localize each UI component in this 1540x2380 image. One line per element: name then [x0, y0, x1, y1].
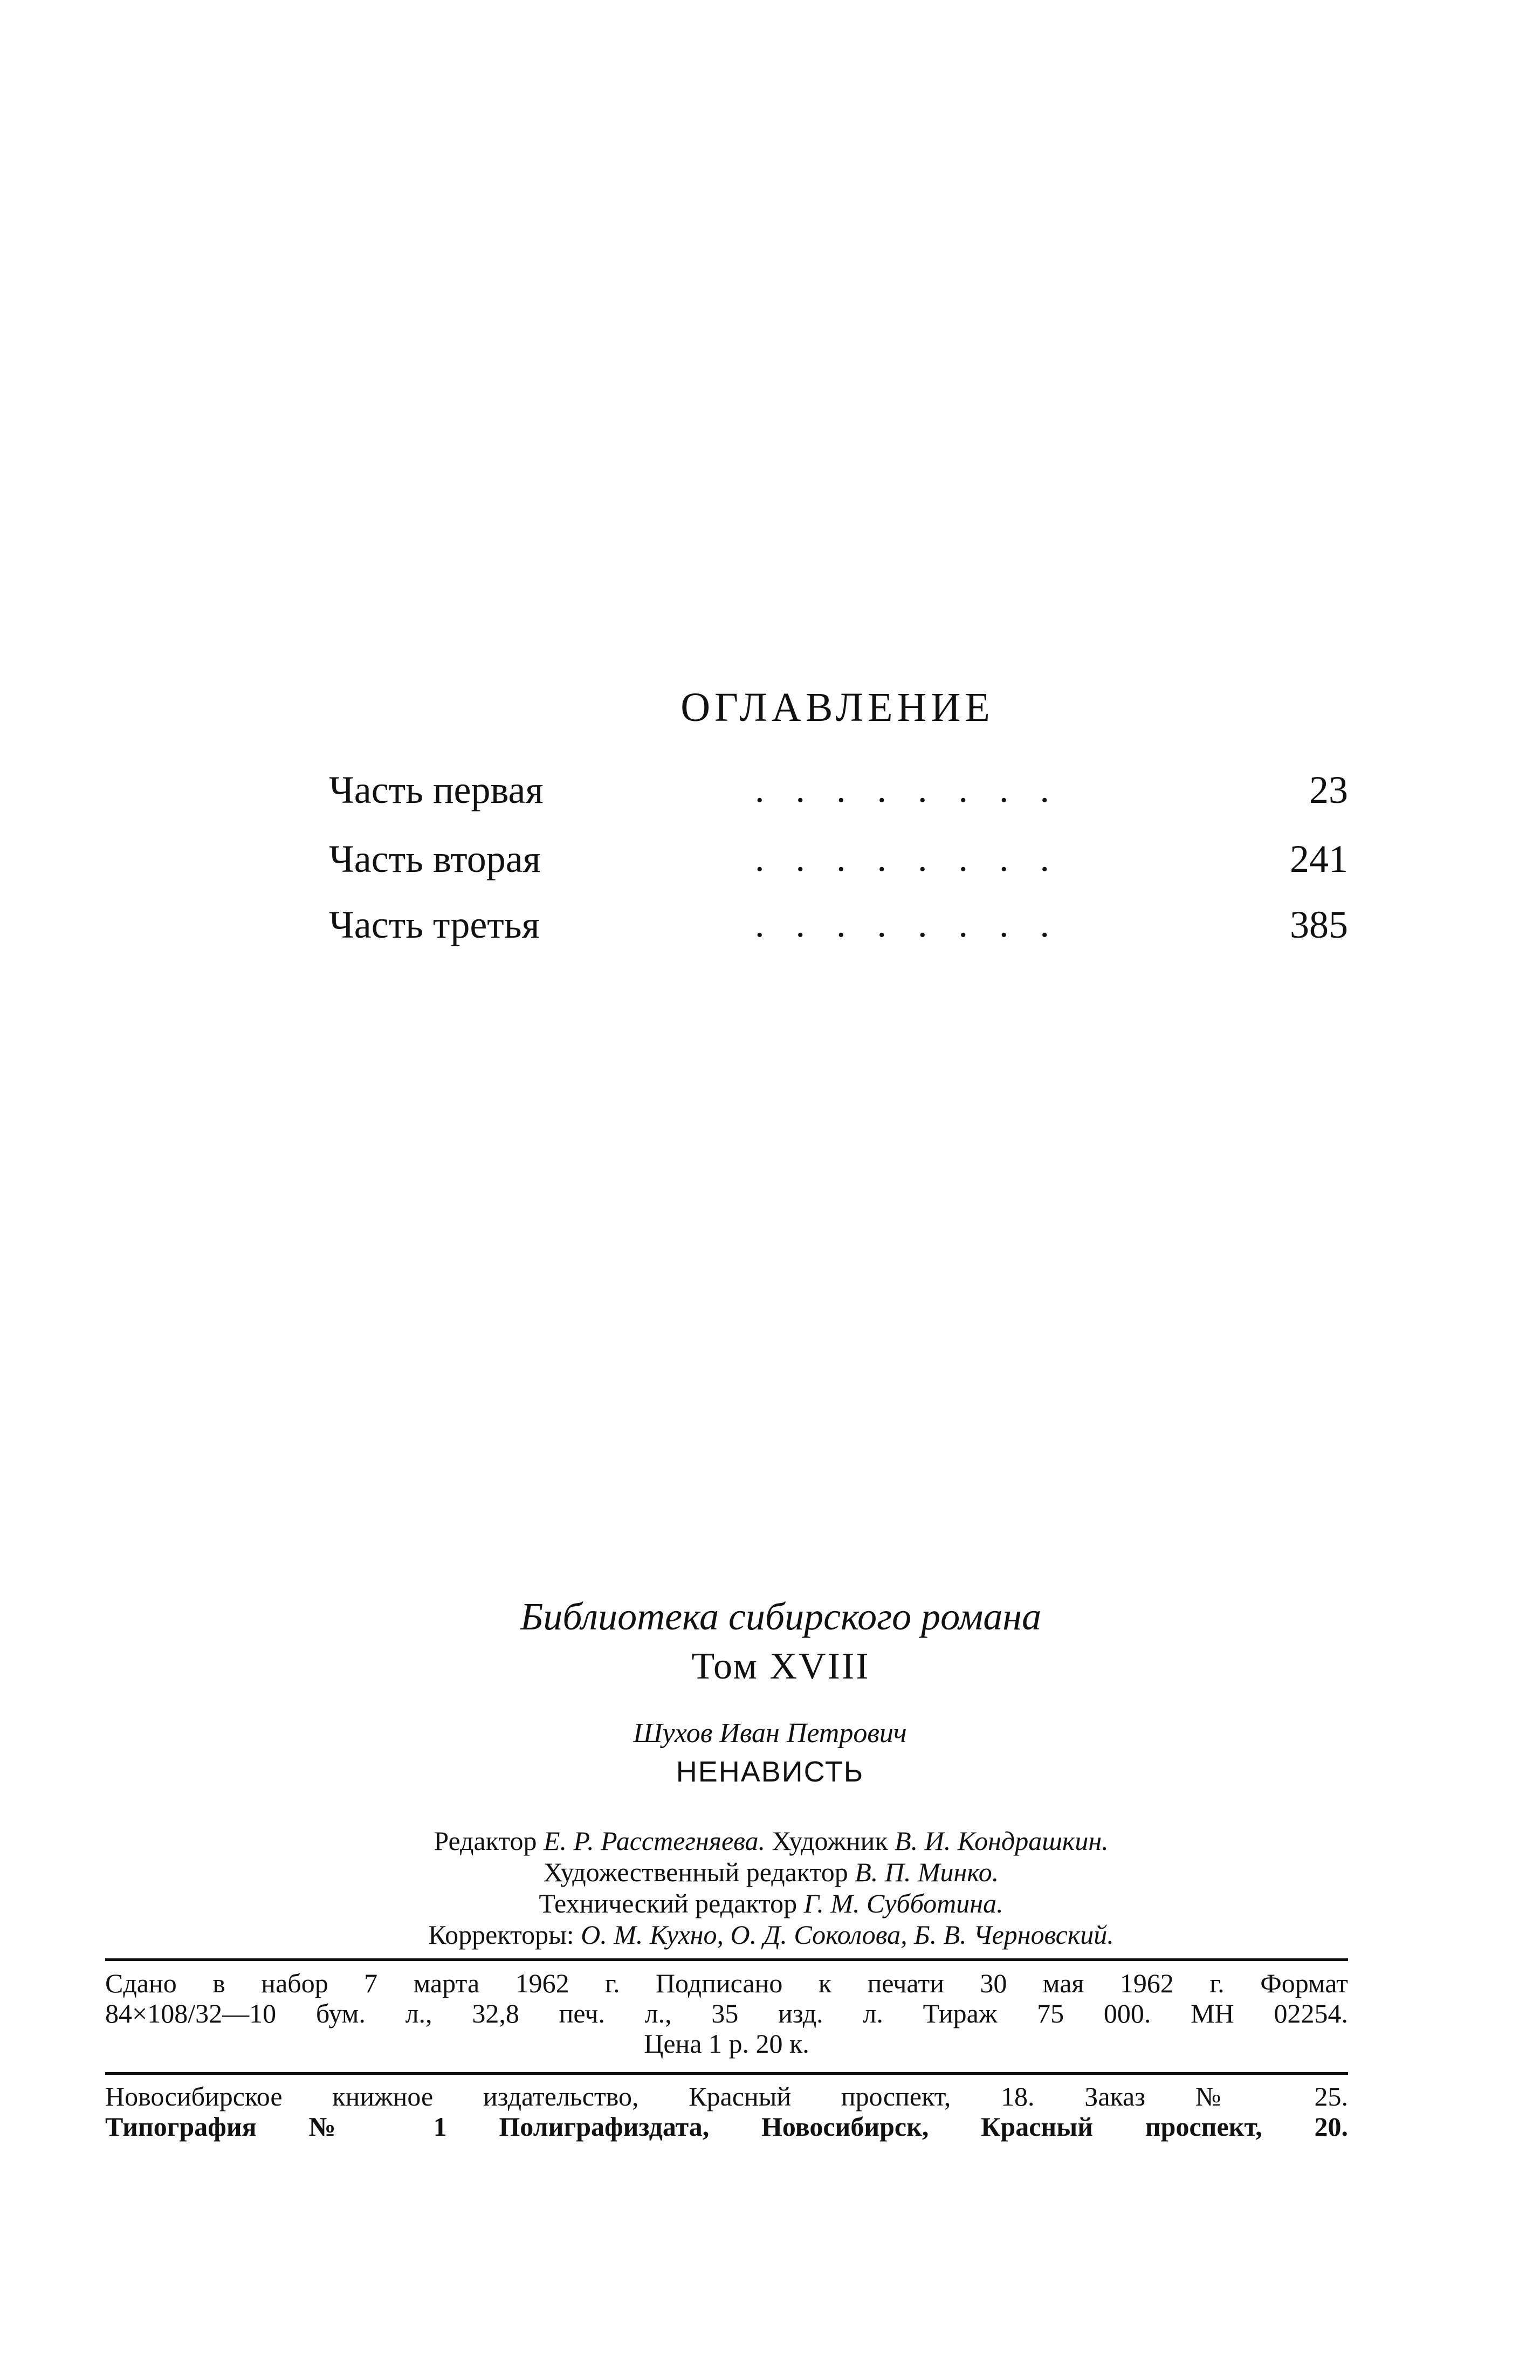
- print-details-line: 84×108/32—10 бум. л., 32,8 печ. л., 35 изд. л. Тираж 75 000. МН 02254.: [105, 1998, 1348, 2028]
- toc-entry-page: 23: [1309, 768, 1348, 811]
- tech-editor-label: Технический редактор: [539, 1888, 798, 1918]
- printing-house-line: Типография № 1 Полиграфиздата, Новосибирск, Красный проспект, 20.: [105, 2111, 1348, 2142]
- artist-label: Художник: [772, 1826, 888, 1856]
- toc-entry-page: 241: [1290, 837, 1348, 881]
- author-name: Шухов Иван Петрович: [633, 1718, 907, 1749]
- book-title: НЕНАВИСТЬ: [676, 1756, 864, 1788]
- editor-label: Редактор: [434, 1826, 537, 1856]
- publisher-line: Новосибирское книжное издательство, Красный проспект, 18. Заказ № 25.: [105, 2081, 1348, 2111]
- print-details: [105, 1968, 1348, 2059]
- art-editor-name: В. П. Минко.: [855, 1857, 999, 1887]
- tech-editor-name: Г. М. Субботина.: [803, 1888, 1003, 1918]
- toc-entry: [329, 829, 1348, 889]
- volume-number: Том XVIII: [691, 1646, 870, 1687]
- divider-rule: [105, 1958, 1348, 1961]
- credits-line: [205, 1919, 1337, 1950]
- toc-entry-label: Часть вторая: [329, 837, 541, 881]
- series-title: Библиотека сибирского романа: [520, 1595, 1042, 1638]
- price: Цена 1 р. 20 к.: [644, 2028, 809, 2059]
- toc-entry-label: Часть первая: [329, 768, 544, 811]
- credits-block: [205, 1825, 1337, 1950]
- toc-title: ОГЛАВЛЕНИЕ: [680, 685, 994, 730]
- toc-leader-dots: ........: [755, 904, 1081, 945]
- artist-name: В. И. Кондрашкин.: [895, 1826, 1109, 1856]
- credits-line: [205, 1888, 1337, 1919]
- toc-leader-dots: ........: [755, 769, 1081, 810]
- toc-leader-dots: ........: [755, 838, 1081, 879]
- proofreaders-label: Корректоры:: [428, 1920, 574, 1950]
- toc-entry: [329, 760, 1348, 820]
- editor-name: Е. Р. Расстегняева.: [544, 1826, 766, 1856]
- print-details-line: Сдано в набор 7 марта 1962 г. Подписано к печати 30 мая 1962 г. Формат: [105, 1968, 1348, 1998]
- toc-entry-label: Часть третья: [329, 903, 540, 946]
- publisher-details: [105, 2081, 1348, 2142]
- proofreaders-names: О. М. Кухно, О. Д. Соколова, Б. В. Черновский.: [581, 1920, 1114, 1950]
- toc-entry: [329, 895, 1348, 954]
- divider-rule: [105, 2072, 1348, 2075]
- credits-line: [205, 1825, 1337, 1856]
- art-editor-label: Художественный редактор: [543, 1857, 848, 1887]
- toc-entry-page: 385: [1290, 903, 1348, 946]
- credits-line: [205, 1856, 1337, 1888]
